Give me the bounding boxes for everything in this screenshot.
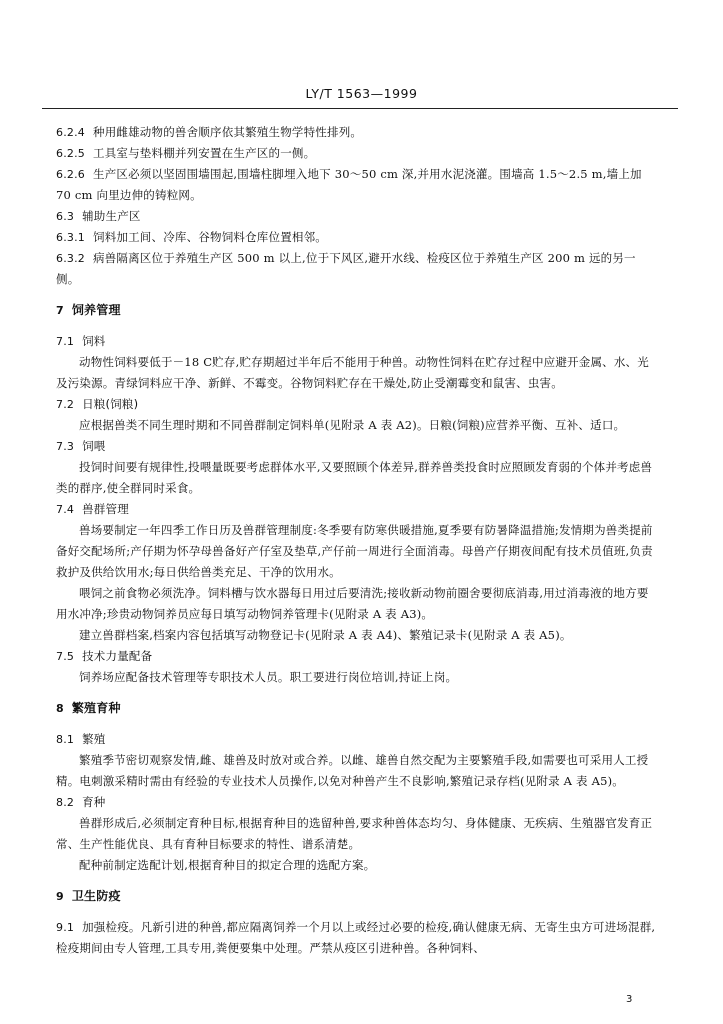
clause-text: 饲喂 [82, 439, 106, 453]
clause-text: 饲料 [82, 334, 106, 348]
document-body [56, 122, 658, 959]
section-heading [56, 698, 658, 719]
clause-text: 工具室与垫料棚并列安置在生产区的一侧。 [93, 146, 316, 160]
body-paragraph [56, 415, 658, 436]
body-paragraph [56, 352, 658, 394]
clause-text: 繁殖 [82, 732, 106, 746]
clause-number: 8.1 [56, 733, 75, 746]
body-paragraph [56, 520, 658, 583]
clause-text: 技术力量配备 [82, 649, 153, 663]
header-rule [42, 108, 678, 109]
clause-paragraph [56, 917, 658, 959]
clause-text: 饲养管理 [71, 303, 121, 317]
clause-number: 8 [56, 702, 64, 715]
clause-number: 6.2.4 [56, 126, 85, 139]
clause-text: 病兽隔离区位于养殖生产区 500 m 以上,位于下风区,避开水线、检疫区位于养殖生产区 200 m 远的另一侧。 [56, 251, 636, 286]
standard-header: LY/T 1563—1999 [305, 86, 418, 101]
clause-paragraph [56, 122, 658, 143]
page-number: 3 [626, 994, 633, 1005]
section-heading [56, 886, 658, 907]
clause-number: 7 [56, 304, 64, 317]
section-heading [56, 300, 658, 321]
clause-text: 兽场要制定一年四季工作日历及兽群管理制度:冬季要有防寒供暖措施,夏季要有防暑降温措施;发情期为兽类提前备好交配场所;产仔期为怀孕母兽备好产仔室及垫草,产仔前一周进行全面消毒。母兽产仔期夜间配有技术员值班,负责救护及供给饮用水;每日供给兽类充足、干净的饮用水。 [56, 523, 653, 579]
clause-text: 繁殖季节密切观察发情,雌、雄兽及时放对或合养。以雌、雄兽自然交配为主要繁殖手段,如需要也可采用人工授精。电刺激采精时需由有经验的专业技术人员操作,以免对种兽产生不良影响,繁殖记录存档(见附录 A 表 A5)。 [56, 753, 649, 788]
clause-text: 兽群管理 [82, 502, 129, 516]
clause-text: 投饲时间要有规律性,投喂量既要考虑群体水平,又要照顾个体差异,群养兽类投食时应照顾发育弱的个体并考虑兽类的群序,使全群同时采食。 [56, 460, 653, 495]
body-paragraph [56, 625, 658, 646]
clause-text: 饲料加工间、冷库、谷物饲料仓库位置相邻。 [93, 230, 327, 244]
clause-text: 卫生防疫 [71, 889, 121, 903]
clause-text: 建立兽群档案,档案内容包括填写动物登记卡(见附录 A 表 A4)、繁殖记录卡(见附录 A 表 A5)。 [79, 628, 572, 642]
body-paragraph [56, 583, 658, 625]
clause-text: 繁殖育种 [71, 701, 121, 715]
clause-paragraph [56, 248, 658, 290]
clause-text: 生产区必须以坚固围墙围起,围墙柱脚埋入地下 30～50 cm 深,并用水泥浇灌。围墙高 1.5～2.5 m,墙上加 70 cm 向里边伸的铸粒网。 [56, 167, 642, 202]
clause-text: 加强检疫。凡新引进的种兽,都应隔离饲养一个月以上或经过必要的检疫,确认健康无病、无寄生虫方可进场混群,检疫期间由专人管理,工具专用,粪便要集中处理。严禁从疫区引进种兽。各种饲料、 [56, 920, 656, 955]
subsection-heading [56, 499, 658, 520]
clause-text: 育种 [82, 795, 106, 809]
clause-number: 6.3.1 [56, 231, 85, 244]
clause-number: 6.3 [56, 210, 75, 223]
clause-text: 喂饲之前食物必须洗净。饲料槽与饮水器每日用过后要清洗;接收新动物前圈舍要彻底消毒,用过消毒液的地方要用水冲净;珍贵动物饲养员应每日填写动物饲养管理卡(见附录 A 表 A3)。 [56, 586, 649, 621]
subsection-heading [56, 646, 658, 667]
clause-number: 9.1 [56, 921, 75, 934]
clause-number: 7.2 [56, 398, 75, 411]
clause-number: 9 [56, 890, 64, 903]
subsection-heading [56, 436, 658, 457]
clause-number: 7.1 [56, 335, 75, 348]
clause-text: 动物性饲料要低于－18 C贮存,贮存期超过半年后不能用于种兽。动物性饲料在贮存过程中应避开金属、水、光及污染源。青绿饲料应干净、新鲜、不霉变。谷物饲料贮存在干燥处,防止受潮霉变和鼠害、虫害。 [56, 355, 649, 390]
clause-paragraph [56, 164, 658, 206]
subsection-heading [56, 792, 658, 813]
subsection-heading [56, 206, 658, 227]
clause-paragraph [56, 227, 658, 248]
clause-text: 辅助生产区 [82, 209, 141, 223]
body-paragraph [56, 855, 658, 876]
clause-text: 种用雌雄动物的兽舍顺序依其繁殖生物学特性排列。 [93, 125, 363, 139]
clause-paragraph [56, 143, 658, 164]
clause-text: 兽群形成后,必须制定育种目标,根据育种目的选留种兽,要求种兽体态均匀、身体健康、无疾病、生殖器官发育正常、生产性能优良、具有育种目标要求的特性、谱系清楚。 [56, 816, 653, 851]
clause-number: 7.5 [56, 650, 75, 663]
clause-text: 配种前制定选配计划,根据育种目的拟定合理的选配方案。 [79, 858, 376, 872]
body-paragraph [56, 813, 658, 855]
clause-text: 日粮(饲粮) [82, 397, 139, 411]
subsection-heading [56, 729, 658, 750]
subsection-heading [56, 394, 658, 415]
clause-number: 7.4 [56, 503, 75, 516]
clause-number: 6.2.5 [56, 147, 85, 160]
clause-number: 6.3.2 [56, 252, 85, 265]
body-paragraph [56, 750, 658, 792]
clause-text: 饲养场应配备技术管理等专职技术人员。职工要进行岗位培训,持证上岗。 [79, 670, 458, 684]
clause-number: 8.2 [56, 796, 75, 809]
clause-number: 6.2.6 [56, 168, 85, 181]
clause-number: 7.3 [56, 440, 75, 453]
body-paragraph [56, 667, 658, 688]
body-paragraph [56, 457, 658, 499]
clause-text: 应根据兽类不同生理时期和不同兽群制定饲料单(见附录 A 表 A2)。日粮(饲粮)应营养平衡、互补、适口。 [79, 418, 626, 432]
subsection-heading [56, 331, 658, 352]
